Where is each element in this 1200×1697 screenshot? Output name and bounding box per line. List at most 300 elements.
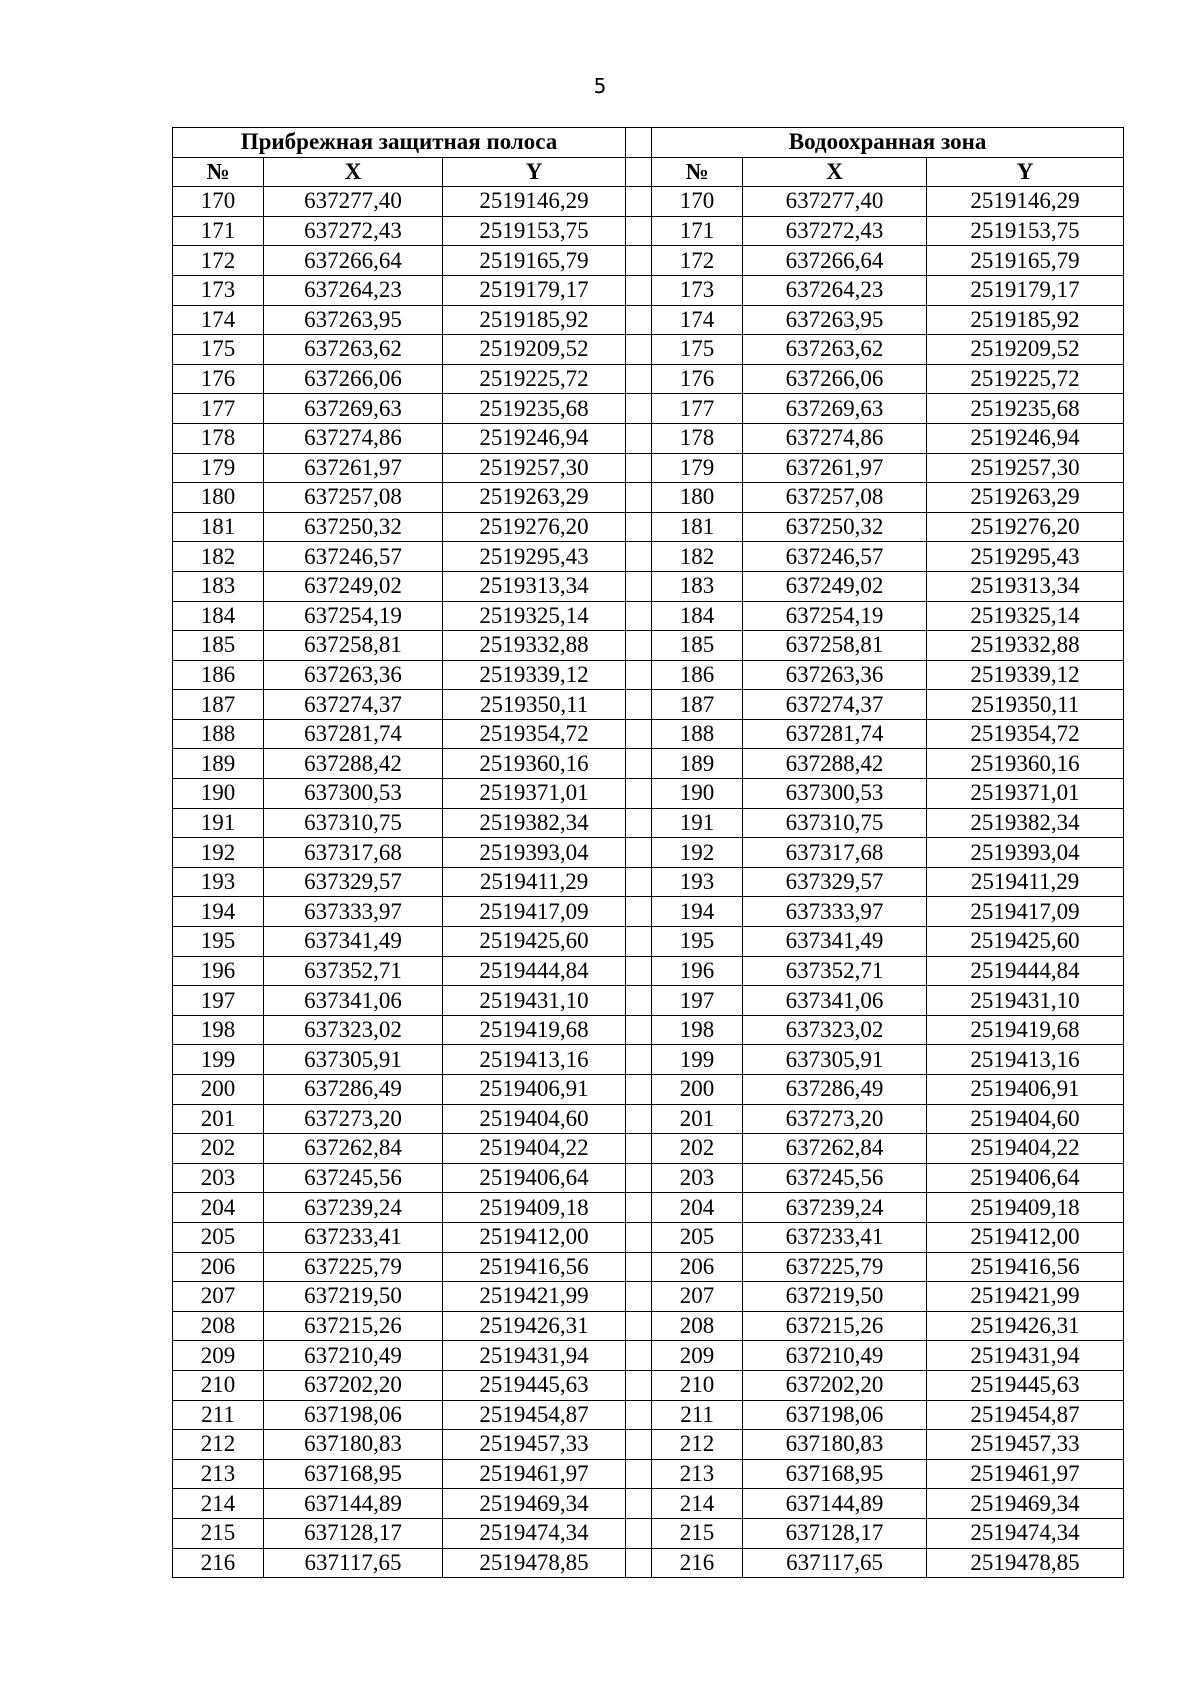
right-point-number: 170: [652, 187, 743, 217]
right-y-value: 2519185,92: [927, 305, 1124, 335]
right-point-number: 212: [652, 1430, 743, 1460]
right-x-value: 637233,41: [743, 1222, 927, 1252]
left-point-number: 188: [173, 719, 264, 749]
coordinates-table: [172, 127, 1124, 1578]
right-point-number: 199: [652, 1045, 743, 1075]
table-gap: [626, 631, 652, 661]
right-y-value: 2519276,20: [927, 512, 1124, 542]
right-point-number: 182: [652, 542, 743, 572]
table-gap: [626, 128, 652, 158]
table-row: [173, 1459, 1124, 1489]
right-x-value: 637258,81: [743, 631, 927, 661]
table-row: [173, 956, 1124, 986]
right-y-value: 2519263,29: [927, 483, 1124, 513]
left-point-number: 198: [173, 1015, 264, 1045]
table-row: [173, 1518, 1124, 1548]
table-row: [173, 364, 1124, 394]
right-x-value: 637250,32: [743, 512, 927, 542]
table-gap: [626, 1252, 652, 1282]
right-point-number: 216: [652, 1548, 743, 1578]
table-row: [173, 808, 1124, 838]
left-point-number: 184: [173, 601, 264, 631]
table-row: [173, 749, 1124, 779]
left-point-number: 203: [173, 1163, 264, 1193]
right-point-number: 176: [652, 364, 743, 394]
left-x-value: 637144,89: [264, 1489, 443, 1519]
right-y-value: 2519235,68: [927, 394, 1124, 424]
left-x-value: 637257,08: [264, 483, 443, 513]
left-x-value: 637274,86: [264, 423, 443, 453]
right-y-value: 2519350,11: [927, 690, 1124, 720]
left-point-number: 189: [173, 749, 264, 779]
right-x-value: 637198,06: [743, 1400, 927, 1430]
table-row: [173, 512, 1124, 542]
right-y-value: 2519469,34: [927, 1489, 1124, 1519]
table-gap: [626, 897, 652, 927]
left-x-value: 637246,57: [264, 542, 443, 572]
right-y-value: 2519461,97: [927, 1459, 1124, 1489]
right-point-number: 203: [652, 1163, 743, 1193]
left-point-number: 193: [173, 867, 264, 897]
table-row: [173, 631, 1124, 661]
right-y-value: 2519354,72: [927, 719, 1124, 749]
left-x-value: 637264,23: [264, 275, 443, 305]
right-y-value: 2519431,10: [927, 986, 1124, 1016]
table-row: [173, 1015, 1124, 1045]
left-x-value: 637261,97: [264, 453, 443, 483]
right-x-value: 637288,42: [743, 749, 927, 779]
table-row: [173, 867, 1124, 897]
left-point-number: 178: [173, 423, 264, 453]
right-point-number: 193: [652, 867, 743, 897]
right-x-header: X: [743, 157, 927, 187]
table-row: [173, 690, 1124, 720]
table-gap: [626, 779, 652, 809]
left-x-value: 637300,53: [264, 779, 443, 809]
right-y-value: 2519360,16: [927, 749, 1124, 779]
table-row: [173, 1548, 1124, 1578]
table-gap: [626, 571, 652, 601]
left-x-value: 637272,43: [264, 216, 443, 246]
table-row: [173, 1193, 1124, 1223]
table-gap: [626, 394, 652, 424]
left-y-value: 2519421,99: [443, 1282, 626, 1312]
left-y-value: 2519235,68: [443, 394, 626, 424]
right-x-value: 637305,91: [743, 1045, 927, 1075]
table-gap: [626, 956, 652, 986]
right-y-value: 2519339,12: [927, 660, 1124, 690]
table-row: [173, 187, 1124, 217]
right-x-value: 637254,19: [743, 601, 927, 631]
left-point-number: 171: [173, 216, 264, 246]
right-point-number: 183: [652, 571, 743, 601]
left-point-number: 173: [173, 275, 264, 305]
right-y-value: 2519417,09: [927, 897, 1124, 927]
left-y-value: 2519461,97: [443, 1459, 626, 1489]
right-x-value: 637215,26: [743, 1311, 927, 1341]
left-point-number: 212: [173, 1430, 264, 1460]
table-gap: [626, 1311, 652, 1341]
right-x-value: 637245,56: [743, 1163, 927, 1193]
right-point-number: 179: [652, 453, 743, 483]
table-row: [173, 216, 1124, 246]
left-x-value: 637233,41: [264, 1222, 443, 1252]
table-gap: [626, 1548, 652, 1578]
table-gap: [626, 1075, 652, 1105]
table-row: [173, 542, 1124, 572]
right-x-value: 637329,57: [743, 867, 927, 897]
right-point-number: 207: [652, 1282, 743, 1312]
right-y-value: 2519457,33: [927, 1430, 1124, 1460]
table-row: [173, 246, 1124, 276]
left-point-number: 213: [173, 1459, 264, 1489]
table-gap: [626, 305, 652, 335]
left-x-value: 637269,63: [264, 394, 443, 424]
right-point-number: 178: [652, 423, 743, 453]
table-row: [173, 394, 1124, 424]
left-y-value: 2519409,18: [443, 1193, 626, 1223]
left-point-number: 202: [173, 1134, 264, 1164]
left-x-value: 637210,49: [264, 1341, 443, 1371]
right-x-value: 637210,49: [743, 1341, 927, 1371]
right-point-number: 194: [652, 897, 743, 927]
table-gap: [626, 512, 652, 542]
right-y-value: 2519257,30: [927, 453, 1124, 483]
table-gap: [626, 453, 652, 483]
right-y-value: 2519444,84: [927, 956, 1124, 986]
left-point-number: 206: [173, 1252, 264, 1282]
table-row: [173, 601, 1124, 631]
left-point-number: 177: [173, 394, 264, 424]
table-gap: [626, 838, 652, 868]
table-row: [173, 275, 1124, 305]
right-x-value: 637274,86: [743, 423, 927, 453]
right-x-value: 637249,02: [743, 571, 927, 601]
table-row: [173, 1134, 1124, 1164]
left-y-value: 2519225,72: [443, 364, 626, 394]
right-x-value: 637219,50: [743, 1282, 927, 1312]
left-y-value: 2519445,63: [443, 1370, 626, 1400]
right-y-value: 2519406,91: [927, 1075, 1124, 1105]
right-y-value: 2519416,56: [927, 1252, 1124, 1282]
right-point-number: 181: [652, 512, 743, 542]
left-y-value: 2519431,10: [443, 986, 626, 1016]
left-y-value: 2519416,56: [443, 1252, 626, 1282]
left-x-value: 637262,84: [264, 1134, 443, 1164]
left-point-number: 200: [173, 1075, 264, 1105]
right-x-value: 637274,37: [743, 690, 927, 720]
table-gap: [626, 187, 652, 217]
right-x-value: 637263,95: [743, 305, 927, 335]
table-gap: [626, 275, 652, 305]
right-x-value: 637277,40: [743, 187, 927, 217]
right-y-value: 2519413,16: [927, 1045, 1124, 1075]
right-y-value: 2519412,00: [927, 1222, 1124, 1252]
right-point-number: 204: [652, 1193, 743, 1223]
right-y-value: 2519426,31: [927, 1311, 1124, 1341]
left-y-value: 2519431,94: [443, 1341, 626, 1371]
right-point-number: 177: [652, 394, 743, 424]
left-point-number: 180: [173, 483, 264, 513]
left-point-number: 192: [173, 838, 264, 868]
right-x-value: 637257,08: [743, 483, 927, 513]
right-point-number: 187: [652, 690, 743, 720]
right-x-value: 637341,06: [743, 986, 927, 1016]
left-x-value: 637117,65: [264, 1548, 443, 1578]
table-gap: [626, 719, 652, 749]
right-point-number: 188: [652, 719, 743, 749]
left-point-number: 215: [173, 1518, 264, 1548]
right-point-number: 200: [652, 1075, 743, 1105]
right-point-number: 202: [652, 1134, 743, 1164]
right-y-value: 2519332,88: [927, 631, 1124, 661]
left-point-number: 179: [173, 453, 264, 483]
right-point-number: 175: [652, 335, 743, 365]
right-y-value: 2519225,72: [927, 364, 1124, 394]
left-y-value: 2519332,88: [443, 631, 626, 661]
left-point-number: 205: [173, 1222, 264, 1252]
right-point-number: 192: [652, 838, 743, 868]
left-y-value: 2519478,85: [443, 1548, 626, 1578]
left-point-number: 187: [173, 690, 264, 720]
right-x-value: 637180,83: [743, 1430, 927, 1460]
table-row: [173, 571, 1124, 601]
left-y-value: 2519146,29: [443, 187, 626, 217]
left-x-value: 637263,36: [264, 660, 443, 690]
right-y-value: 2519295,43: [927, 542, 1124, 572]
left-point-number: 175: [173, 335, 264, 365]
left-section-title: Прибрежная защитная полоса: [173, 128, 626, 158]
column-header-row: [173, 157, 1124, 187]
left-x-value: 637329,57: [264, 867, 443, 897]
table-gap: [626, 927, 652, 957]
left-y-value: 2519474,34: [443, 1518, 626, 1548]
left-y-value: 2519412,00: [443, 1222, 626, 1252]
right-point-number: 211: [652, 1400, 743, 1430]
page-number: 5: [593, 74, 607, 98]
right-y-value: 2519421,99: [927, 1282, 1124, 1312]
left-x-value: 637274,37: [264, 690, 443, 720]
right-x-value: 637333,97: [743, 897, 927, 927]
left-x-value: 637341,49: [264, 927, 443, 957]
left-point-number: 183: [173, 571, 264, 601]
left-point-number: 199: [173, 1045, 264, 1075]
right-x-value: 637273,20: [743, 1104, 927, 1134]
left-point-number: 196: [173, 956, 264, 986]
left-point-number: 170: [173, 187, 264, 217]
left-point-number: 182: [173, 542, 264, 572]
left-point-number: 204: [173, 1193, 264, 1223]
left-point-number: 216: [173, 1548, 264, 1578]
left-x-value: 637202,20: [264, 1370, 443, 1400]
right-y-value: 2519406,64: [927, 1163, 1124, 1193]
right-y-value: 2519445,63: [927, 1370, 1124, 1400]
left-point-number: 194: [173, 897, 264, 927]
left-y-value: 2519419,68: [443, 1015, 626, 1045]
left-x-value: 637317,68: [264, 838, 443, 868]
right-x-value: 637202,20: [743, 1370, 927, 1400]
right-y-value: 2519454,87: [927, 1400, 1124, 1430]
left-y-header: Y: [443, 157, 626, 187]
left-y-value: 2519263,29: [443, 483, 626, 513]
right-x-value: 637261,97: [743, 453, 927, 483]
left-x-header: X: [264, 157, 443, 187]
right-x-value: 637352,71: [743, 956, 927, 986]
left-y-value: 2519426,31: [443, 1311, 626, 1341]
left-point-number: 207: [173, 1282, 264, 1312]
left-x-value: 637310,75: [264, 808, 443, 838]
table-gap: [626, 1430, 652, 1460]
right-y-value: 2519165,79: [927, 246, 1124, 276]
left-y-value: 2519411,29: [443, 867, 626, 897]
left-point-number: 208: [173, 1311, 264, 1341]
left-y-value: 2519185,92: [443, 305, 626, 335]
left-y-value: 2519350,11: [443, 690, 626, 720]
right-x-value: 637225,79: [743, 1252, 927, 1282]
right-section-title: Водоохранная зона: [652, 128, 1124, 158]
table-row: [173, 1045, 1124, 1075]
left-x-value: 637168,95: [264, 1459, 443, 1489]
left-point-number: 190: [173, 779, 264, 809]
table-row: [173, 1222, 1124, 1252]
left-y-value: 2519454,87: [443, 1400, 626, 1430]
left-x-value: 637215,26: [264, 1311, 443, 1341]
left-point-number: 172: [173, 246, 264, 276]
left-y-value: 2519457,33: [443, 1430, 626, 1460]
section-header-row: [173, 128, 1124, 158]
right-x-value: 637264,23: [743, 275, 927, 305]
left-num-header: №: [173, 157, 264, 187]
table-gap: [626, 216, 652, 246]
right-y-header: Y: [927, 157, 1124, 187]
left-x-value: 637323,02: [264, 1015, 443, 1045]
table-row: [173, 1430, 1124, 1460]
left-x-value: 637281,74: [264, 719, 443, 749]
left-x-value: 637245,56: [264, 1163, 443, 1193]
left-x-value: 637254,19: [264, 601, 443, 631]
left-y-value: 2519404,22: [443, 1134, 626, 1164]
left-point-number: 186: [173, 660, 264, 690]
left-y-value: 2519382,34: [443, 808, 626, 838]
left-x-value: 637198,06: [264, 1400, 443, 1430]
right-point-number: 197: [652, 986, 743, 1016]
right-x-value: 637266,64: [743, 246, 927, 276]
table-row: [173, 305, 1124, 335]
right-y-value: 2519409,18: [927, 1193, 1124, 1223]
right-point-number: 186: [652, 660, 743, 690]
left-y-value: 2519371,01: [443, 779, 626, 809]
left-x-value: 637180,83: [264, 1430, 443, 1460]
table-row: [173, 986, 1124, 1016]
right-y-value: 2519313,34: [927, 571, 1124, 601]
table-gap: [626, 246, 652, 276]
left-point-number: 214: [173, 1489, 264, 1519]
right-y-value: 2519478,85: [927, 1548, 1124, 1578]
table-gap: [626, 1222, 652, 1252]
right-point-number: 190: [652, 779, 743, 809]
left-x-value: 637277,40: [264, 187, 443, 217]
table-gap: [626, 157, 652, 187]
table-gap: [626, 986, 652, 1016]
table-gap: [626, 1163, 652, 1193]
right-point-number: 180: [652, 483, 743, 513]
right-x-value: 637263,62: [743, 335, 927, 365]
table-gap: [626, 690, 652, 720]
right-point-number: 174: [652, 305, 743, 335]
left-x-value: 637128,17: [264, 1518, 443, 1548]
right-point-number: 205: [652, 1222, 743, 1252]
left-y-value: 2519325,14: [443, 601, 626, 631]
left-x-value: 637225,79: [264, 1252, 443, 1282]
right-x-value: 637341,49: [743, 927, 927, 957]
right-y-value: 2519371,01: [927, 779, 1124, 809]
table-gap: [626, 867, 652, 897]
right-point-number: 215: [652, 1518, 743, 1548]
table-gap: [626, 1370, 652, 1400]
table-row: [173, 838, 1124, 868]
table-row: [173, 1282, 1124, 1312]
left-x-value: 637239,24: [264, 1193, 443, 1223]
right-y-value: 2519209,52: [927, 335, 1124, 365]
table-gap: [626, 808, 652, 838]
table-row: [173, 927, 1124, 957]
table-gap: [626, 1193, 652, 1223]
left-y-value: 2519339,12: [443, 660, 626, 690]
table-gap: [626, 542, 652, 572]
right-x-value: 637128,17: [743, 1518, 927, 1548]
left-y-value: 2519425,60: [443, 927, 626, 957]
table-gap: [626, 335, 652, 365]
left-y-value: 2519209,52: [443, 335, 626, 365]
right-y-value: 2519474,34: [927, 1518, 1124, 1548]
right-y-value: 2519425,60: [927, 927, 1124, 957]
table-row: [173, 719, 1124, 749]
table-gap: [626, 1134, 652, 1164]
table-row: [173, 453, 1124, 483]
table-row: [173, 423, 1124, 453]
right-x-value: 637266,06: [743, 364, 927, 394]
right-point-number: 206: [652, 1252, 743, 1282]
right-x-value: 637239,24: [743, 1193, 927, 1223]
table-row: [173, 1075, 1124, 1105]
right-x-value: 637168,95: [743, 1459, 927, 1489]
table-gap: [626, 1400, 652, 1430]
table-row: [173, 897, 1124, 927]
right-y-value: 2519393,04: [927, 838, 1124, 868]
table-gap: [626, 423, 652, 453]
right-y-value: 2519146,29: [927, 187, 1124, 217]
right-point-number: 191: [652, 808, 743, 838]
right-num-header: №: [652, 157, 743, 187]
left-y-value: 2519404,60: [443, 1104, 626, 1134]
table-row: [173, 335, 1124, 365]
right-x-value: 637272,43: [743, 216, 927, 246]
table-row: [173, 660, 1124, 690]
table-row: [173, 1252, 1124, 1282]
left-x-value: 637305,91: [264, 1045, 443, 1075]
left-y-value: 2519246,94: [443, 423, 626, 453]
left-x-value: 637286,49: [264, 1075, 443, 1105]
left-x-value: 637219,50: [264, 1282, 443, 1312]
table-gap: [626, 1459, 652, 1489]
right-y-value: 2519419,68: [927, 1015, 1124, 1045]
left-y-value: 2519295,43: [443, 542, 626, 572]
left-point-number: 176: [173, 364, 264, 394]
right-x-value: 637286,49: [743, 1075, 927, 1105]
right-x-value: 637310,75: [743, 808, 927, 838]
left-point-number: 209: [173, 1341, 264, 1371]
table-gap: [626, 1341, 652, 1371]
